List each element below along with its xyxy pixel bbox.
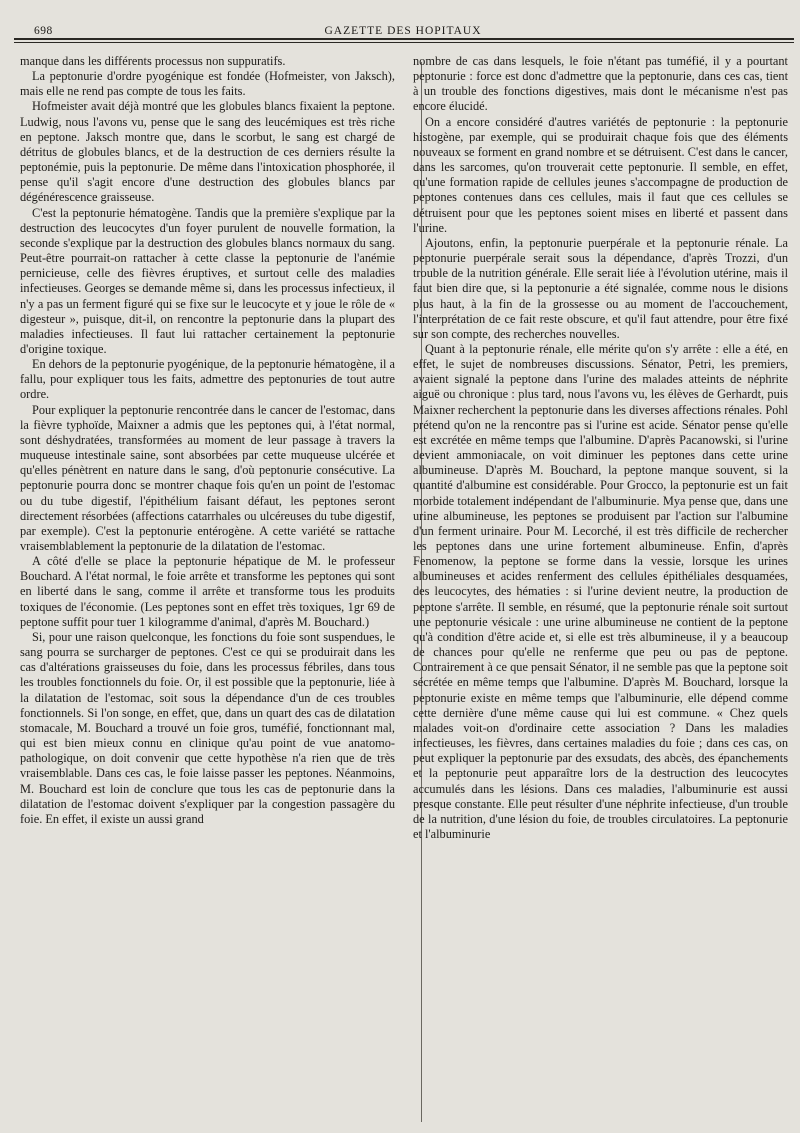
paragraph: manque dans les différents processus non suppuratifs. [20, 54, 286, 68]
paragraph: Ajoutons, enfin, la peptonurie puerpérale et la peptonurie rénale. La peptonurie puerpérale serait sous la dépendance, d'après Trozzi, d'un trouble de la nutrition générale. Elle serait liée à l'évolution utérine, mais il faut bien dire que, si la peptonurie a été signalée, comme nous le disions plus haut, à la fin de la grossesse ou au moment de l'accouchement, l'interprétation de ce fait reste obscure, et qu'il faut attendre, pour être fixé sur son compte, des recherches nouvelles. [413, 235, 788, 341]
paragraph: Hofmeister avait déjà montré que les globules blancs fixaient la peptone. Ludwig, nous l'avons vu, pense que le sang des leucémiques est très riche en peptone. Jaksch montre que, dans le scorbut, le sang est chargé de détritus de globules blancs, et de la destruction de ces derniers résulte la peptonémie, puis la peptonurie. De même dans l'intoxication phosphorée, il pense qu'il s'agit encore d'une destruction des globules blancs par dégénérescence graisseuse. [20, 99, 395, 205]
left-column [20, 54, 395, 842]
header-rule-thin [14, 42, 794, 43]
header-rule [14, 38, 794, 40]
paragraph: A côté d'elle se place la peptonurie hépatique de M. le professeur Bouchard. A l'état normal, le foie arrête et transforme les peptones qui sont en liberté dans le sang, comme il arrête et transforme tous les produits toxiques de l'économie. (Les peptones sont en effet très toxiques, 1gr 69 de peptone suffit pour tuer 1 kilogramme d'animal, d'après M. Bouchard.) [20, 554, 395, 629]
paragraph: Pour expliquer la peptonurie rencontrée dans le cancer de l'estomac, dans la fièvre typhoïde, Maixner a admis que les peptones qui, à l'état normal, sont déshydratées, transformées au moment de leur passage à travers la muqueuse intestinale saine, sont absorbées par cette muqueuse ulcérée et qu'elles pénètrent en nature dans le sang, d'où peptonurie consécutive. La peptonurie pourra donc se montrer chaque fois qu'en un point de l'estomac ou du tube digestif, l'épithélium faisant défaut, les peptones seront directement résorbées (affections catarrhales ou ulcéreuses du tube digestif, par exemple). C'est la peptonurie entérogène. A cette variété se rattache vraisemblablement la peptonurie de la dilatation de l'estomac. [20, 402, 395, 553]
right-column [413, 54, 788, 842]
paragraph: La peptonurie d'ordre pyogénique est fondée (Hofmeister, von Jaksch), mais elle ne rend pas compte de tous les faits. [20, 69, 395, 99]
paragraph: Si, pour une raison quelconque, les fonctions du foie sont suspendues, le sang pourra se surcharger de peptones. C'est ce qui se produirait dans les cas d'altérations graisseuses du foie, dans les processus fébriles, dans tous les troubles fonctionnels du foie. Or, il est possible que la peptonurie, liée à la dilatation de l'estomac, soit sous la dépendance d'un de ces troubles fonctionnels. Si l'on songe, en effet, que, dans un quart des cas de dilatation stomacale, M. Bouchard a trouvé un foie gros, tuméfié, fonctionnant mal, qui est bien mieux connu en clinique qu'au point de vue anatomo-pathologique, on doit convenir que cette hypothèse n'a rien que de très vraisemblable. Dans ces cas, le foie laisse passer les peptones. Néanmoins, M. Bouchard est loin de conclure que tous les cas de peptonurie dans la dilatation de l'estomac doivent s'expliquer par la congestion passagère du foie. En effet, il existe un aussi grand [20, 629, 395, 826]
text-columns [20, 54, 792, 842]
paragraph: On a encore considéré d'autres variétés de peptonurie : la peptonurie histogène, par exemple, qui se produirait chaque fois que des éléments nouveaux se forment en grand nombre et se détruisent. C'est dans le cancer, dans les sarcomes, qu'on trouverait cette peptonurie. Il semble, en effet, qu'une formation rapide de cellules jeunes s'accompagne de production de peptones contenues dans ces cellules, mais il faut que ces cellules se détruisent pour que les peptones soient mises en liberté et passent dans l'urine. [413, 114, 788, 235]
page-number: 698 [34, 25, 53, 37]
paragraph: En dehors de la peptonurie pyogénique, de la peptonurie hématogène, il a fallu, pour expliquer tous les faits, admettre des peptonuries de tout autre ordre. [20, 357, 395, 402]
running-title: GAZETTE DES HOPITAUX [324, 25, 482, 37]
paragraph: Quant à la peptonurie rénale, elle mérite qu'on s'y arrête : elle a été, en effet, le sujet de nombreuses discussions. Sénator, Petri, les premiers, avaient signalé la peptone dans l'urine des malades atteints de néphrite aiguë ou chronique : plus tard, nous l'avons vu, les élèves de Gerhardt, puis Maixner recherchent la peptonurie dans les diverses affections rénales. Pohl prétend qu'on ne la rencontre pas si l'urine est acide. Sénator pense qu'elle est excrétée en même temps que l'albumine. D'après Pacanowski, si l'urine devient ammoniacale, on voit diminuer les peptones dans cette urine albumineuse. D'après M. Bouchard, la peptone manque souvent, si la quantité d'albumine est considérable. Pour Grocco, la peptonurie est un fait morbide totalement indépendant de l'albuminurie. Mya pense que, dans une urine albumineuse, les peptones se produisent par l'action sur l'albumine d'un ferment urinaire. Pour M. Lecorché, il est très difficile de rechercher les peptones dans une urine fortement albumineuse. Enfin, d'après Fenomenow, la peptone se forme dans la vessie, lorsque les urines albumineuses et acides renferment des cellules épithéliales desquamées, des leucocytes, des hématies : si l'urine devient neutre, la production de peptone s'arrête. Il semble, en résumé, que la peptonurie rénale soit surtout une peptonurie vésicale : une urine albumineuse ne contient de la peptone qu'à condition d'être acide et, si elle est très albumineuse, il y a beaucoup de chances pour qu'elle ne renferme que peu ou pas de peptone. Contrairement à ce que pensait Sénator, il ne semble pas que la peptone soit sécrétée en même temps que l'albumine. D'après M. Bouchard, lorsque la peptonurie existe en même temps que l'albuminurie, elle dépend comme cette dernière d'une même cause qui lui est commune. « Chez quels malades voit-on d'ordinaire cette association ? Dans les maladies infectieuses, les fièvres, dans certaines maladies du foie ; dans ces cas, on peut expliquer la peptonurie par des exsudats, des abcès, des épanchements et la peptonurie peut apparaître lors de la destruction des leucocytes accumulés dans les lésions. Dans ces maladies, l'albuminurie est aussi presque constante. Elle peut résulter d'une néphrite infectieuse, d'un trouble de la nutrition, d'une lésion du foie, de troubles circulatoires. La peptonurie et l'albuminurie [413, 341, 788, 841]
paragraph: nombre de cas dans lesquels, le foie n'étant pas tuméfié, il y a pourtant peptonurie : force est donc d'admettre que la peptonurie, dans ces cas, tient à un trouble des fonctions digestives, mais dont le mécanisme n'est pas encore élucidé. [413, 54, 788, 114]
paragraph: C'est la peptonurie hématogène. Tandis que la première s'explique par la destruction des leucocytes d'un foyer purulent de nouvelle formation, la seconde s'explique par la destruction des globules blancs normaux du sang. Peut-être pourrait-on rattacher à cette classe la peptonurie de l'anémie pernicieuse, celle des fièvres éruptives, et surtout celle des maladies infectieuses. Georges se demande même si, dans les processus infectieux, il n'y a pas un ferment figuré qui se fixe sur le leucocyte et y joue le rôle de « digesteur », puisque, dit-il, on rencontre la peptonurie dans la plupart des maladies infectieuses. Il faut lui rattacher certainement la peptonurie d'origine toxique. [20, 205, 395, 356]
